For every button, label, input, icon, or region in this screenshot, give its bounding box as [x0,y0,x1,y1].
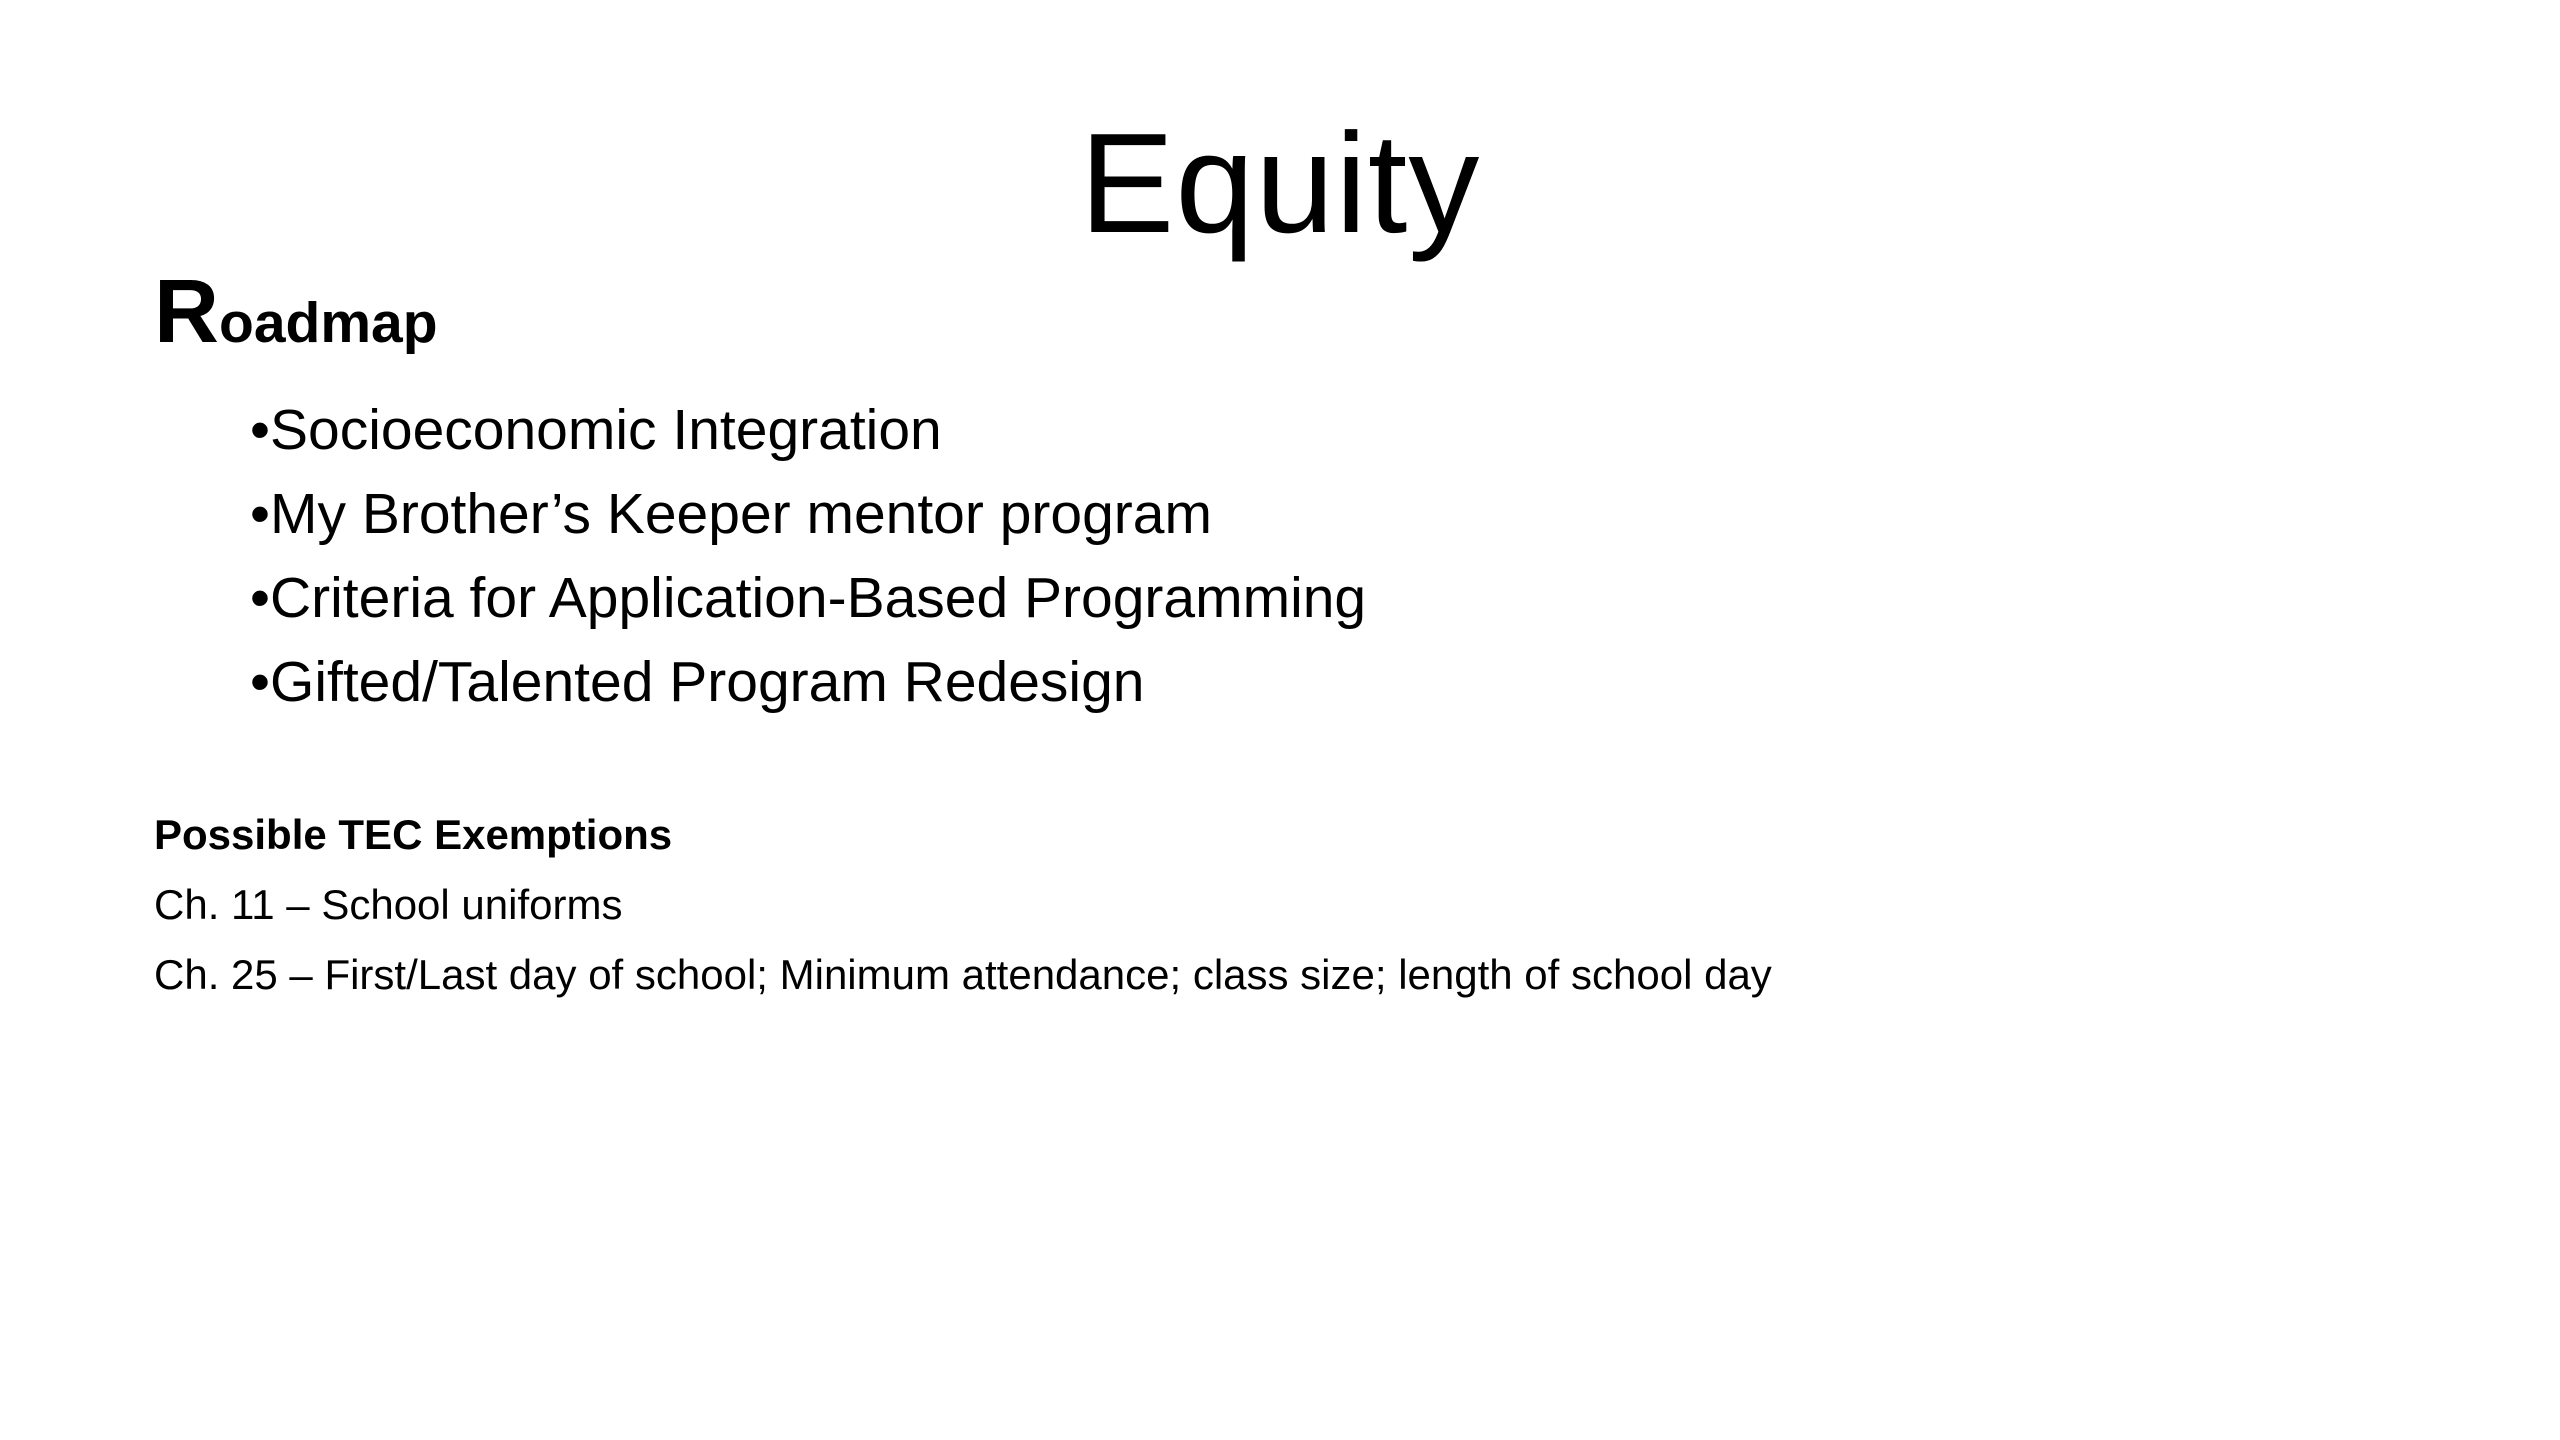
list-item-text: Criteria for Application-Based Programming [270,566,1367,630]
list-item-text: My Brother’s Keeper mentor program [270,482,1212,546]
exemptions-section [154,800,1772,1010]
exemption-line: Ch. 25 – First/Last day of school; Minimum attendance; class size; length of school day [154,951,1772,998]
roadmap-list [250,388,1366,724]
bullet-icon: • [250,482,270,546]
roadmap-heading-initial: R [154,262,219,362]
roadmap-heading [154,262,438,388]
exemptions-heading: Possible TEC Exemptions [154,811,673,858]
list-item [250,472,1366,556]
exemption-line: Ch. 11 – School uniforms [154,881,623,928]
bullet-icon: • [250,650,270,714]
list-item [250,640,1366,724]
list-item [250,556,1366,640]
bullet-icon: • [250,566,270,630]
list-item-text: Gifted/Talented Program Redesign [270,650,1145,714]
list-item [250,388,1366,472]
slide-title: Equity [1079,104,1481,263]
list-item-text: Socioeconomic Integration [270,398,942,462]
bullet-icon: • [250,398,270,462]
roadmap-heading-rest: oadmap [219,291,438,355]
